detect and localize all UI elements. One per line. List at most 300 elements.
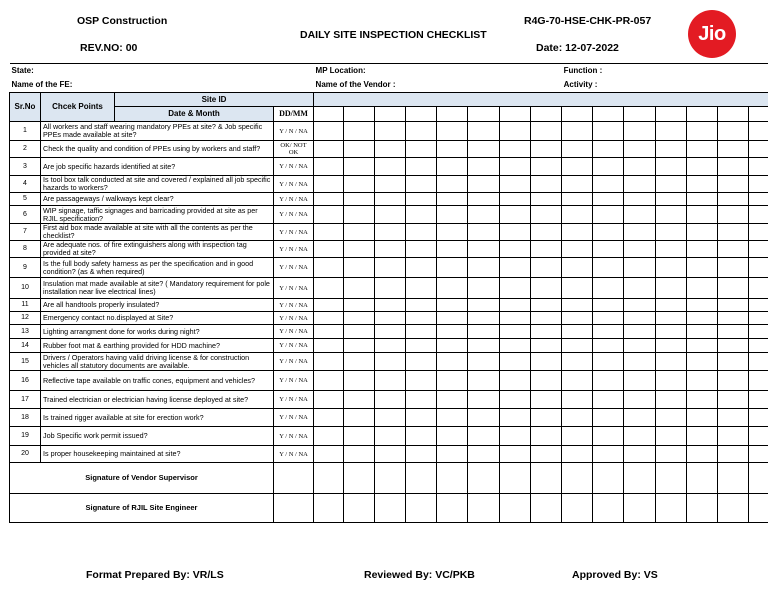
- response-entry-cell[interactable]: [437, 141, 468, 158]
- response-entry-cell[interactable]: [314, 353, 344, 371]
- date-entry-cell[interactable]: [749, 107, 768, 122]
- response-entry-cell[interactable]: [562, 258, 593, 278]
- response-entry-cell[interactable]: [314, 299, 344, 312]
- response-entry-cell[interactable]: [500, 278, 531, 299]
- response-entry-cell[interactable]: [375, 193, 406, 206]
- signature-entry-cell[interactable]: [406, 463, 437, 494]
- response-entry-cell[interactable]: [531, 141, 562, 158]
- response-entry-cell[interactable]: [593, 206, 624, 224]
- response-entry-cell[interactable]: [468, 206, 500, 224]
- response-entry-cell[interactable]: [656, 224, 687, 241]
- response-entry-cell[interactable]: [314, 339, 344, 353]
- response-entry-cell[interactable]: [500, 299, 531, 312]
- response-entry-cell[interactable]: [624, 158, 656, 176]
- response-entry-cell[interactable]: [314, 193, 344, 206]
- response-entry-cell[interactable]: [314, 224, 344, 241]
- response-entry-cell[interactable]: [718, 353, 749, 371]
- response-entry-cell[interactable]: [749, 278, 768, 299]
- response-entry-cell[interactable]: [375, 241, 406, 258]
- response-entry-cell[interactable]: [749, 206, 768, 224]
- response-entry-cell[interactable]: [406, 224, 437, 241]
- date-entry-cell[interactable]: [593, 107, 624, 122]
- response-entry-cell[interactable]: [406, 122, 437, 141]
- response-entry-cell[interactable]: [656, 206, 687, 224]
- response-entry-cell[interactable]: [718, 206, 749, 224]
- response-entry-cell[interactable]: [687, 312, 718, 325]
- signature-entry-cell[interactable]: [437, 494, 468, 523]
- signature-entry-cell[interactable]: [562, 494, 593, 523]
- response-entry-cell[interactable]: [593, 176, 624, 193]
- response-entry-cell[interactable]: [344, 122, 375, 141]
- response-entry-cell[interactable]: [656, 339, 687, 353]
- response-entry-cell[interactable]: [687, 258, 718, 278]
- response-entry-cell[interactable]: [468, 353, 500, 371]
- signature-entry-cell[interactable]: [314, 494, 344, 523]
- response-entry-cell[interactable]: [687, 122, 718, 141]
- response-entry-cell[interactable]: [718, 391, 749, 409]
- response-entry-cell[interactable]: [687, 446, 718, 463]
- response-entry-cell[interactable]: [437, 241, 468, 258]
- response-entry-cell[interactable]: [656, 193, 687, 206]
- response-entry-cell[interactable]: [593, 241, 624, 258]
- response-entry-cell[interactable]: [314, 391, 344, 409]
- response-entry-cell[interactable]: [718, 193, 749, 206]
- response-entry-cell[interactable]: [531, 339, 562, 353]
- response-entry-cell[interactable]: [468, 224, 500, 241]
- response-entry-cell[interactable]: [375, 427, 406, 446]
- response-entry-cell[interactable]: [687, 299, 718, 312]
- signature-entry-cell[interactable]: [593, 463, 624, 494]
- response-entry-cell[interactable]: [314, 176, 344, 193]
- signature-entry-cell[interactable]: [375, 463, 406, 494]
- response-entry-cell[interactable]: [468, 409, 500, 427]
- response-entry-cell[interactable]: [344, 158, 375, 176]
- response-entry-cell[interactable]: [749, 141, 768, 158]
- response-entry-cell[interactable]: [344, 391, 375, 409]
- response-entry-cell[interactable]: [437, 339, 468, 353]
- response-entry-cell[interactable]: [749, 176, 768, 193]
- signature-entry-cell[interactable]: [749, 494, 768, 523]
- response-entry-cell[interactable]: [687, 371, 718, 391]
- response-entry-cell[interactable]: [718, 258, 749, 278]
- response-entry-cell[interactable]: [314, 427, 344, 446]
- response-entry-cell[interactable]: [687, 278, 718, 299]
- response-entry-cell[interactable]: [344, 141, 375, 158]
- response-entry-cell[interactable]: [656, 158, 687, 176]
- response-entry-cell[interactable]: [500, 241, 531, 258]
- response-entry-cell[interactable]: [656, 312, 687, 325]
- response-entry-cell[interactable]: [749, 312, 768, 325]
- response-entry-cell[interactable]: [314, 325, 344, 339]
- response-entry-cell[interactable]: [531, 353, 562, 371]
- response-entry-cell[interactable]: [562, 371, 593, 391]
- response-entry-cell[interactable]: [375, 353, 406, 371]
- response-entry-cell[interactable]: [593, 158, 624, 176]
- response-entry-cell[interactable]: [344, 206, 375, 224]
- response-entry-cell[interactable]: [406, 325, 437, 339]
- response-entry-cell[interactable]: [718, 339, 749, 353]
- response-entry-cell[interactable]: [375, 409, 406, 427]
- response-entry-cell[interactable]: [656, 427, 687, 446]
- signature-entry-cell[interactable]: [624, 494, 656, 523]
- response-entry-cell[interactable]: [531, 312, 562, 325]
- response-entry-cell[interactable]: [375, 339, 406, 353]
- signature-entry-cell[interactable]: [468, 463, 500, 494]
- response-entry-cell[interactable]: [531, 325, 562, 339]
- response-entry-cell[interactable]: [593, 122, 624, 141]
- response-entry-cell[interactable]: [593, 427, 624, 446]
- response-entry-cell[interactable]: [437, 391, 468, 409]
- response-entry-cell[interactable]: [437, 312, 468, 325]
- response-entry-cell[interactable]: [375, 176, 406, 193]
- response-entry-cell[interactable]: [749, 241, 768, 258]
- response-entry-cell[interactable]: [562, 391, 593, 409]
- response-entry-cell[interactable]: [314, 446, 344, 463]
- response-entry-cell[interactable]: [656, 176, 687, 193]
- response-entry-cell[interactable]: [562, 206, 593, 224]
- signature-entry-cell[interactable]: [718, 463, 749, 494]
- response-entry-cell[interactable]: [406, 427, 437, 446]
- response-entry-cell[interactable]: [468, 312, 500, 325]
- response-entry-cell[interactable]: [375, 278, 406, 299]
- response-entry-cell[interactable]: [437, 224, 468, 241]
- response-entry-cell[interactable]: [718, 299, 749, 312]
- response-entry-cell[interactable]: [593, 353, 624, 371]
- signature-entry-cell[interactable]: [718, 494, 749, 523]
- response-entry-cell[interactable]: [531, 158, 562, 176]
- response-entry-cell[interactable]: [749, 258, 768, 278]
- response-entry-cell[interactable]: [406, 141, 437, 158]
- response-entry-cell[interactable]: [749, 427, 768, 446]
- date-entry-cell[interactable]: [468, 107, 500, 122]
- response-entry-cell[interactable]: [593, 278, 624, 299]
- response-entry-cell[interactable]: [687, 176, 718, 193]
- response-entry-cell[interactable]: [500, 325, 531, 339]
- response-entry-cell[interactable]: [656, 325, 687, 339]
- response-entry-cell[interactable]: [656, 371, 687, 391]
- response-entry-cell[interactable]: [562, 176, 593, 193]
- response-entry-cell[interactable]: [562, 339, 593, 353]
- response-entry-cell[interactable]: [687, 427, 718, 446]
- response-entry-cell[interactable]: [656, 278, 687, 299]
- response-entry-cell[interactable]: [593, 258, 624, 278]
- response-entry-cell[interactable]: [531, 446, 562, 463]
- response-entry-cell[interactable]: [718, 141, 749, 158]
- response-entry-cell[interactable]: [718, 176, 749, 193]
- response-entry-cell[interactable]: [375, 325, 406, 339]
- response-entry-cell[interactable]: [375, 446, 406, 463]
- response-entry-cell[interactable]: [749, 371, 768, 391]
- response-entry-cell[interactable]: [314, 312, 344, 325]
- response-entry-cell[interactable]: [624, 241, 656, 258]
- response-entry-cell[interactable]: [562, 224, 593, 241]
- response-entry-cell[interactable]: [718, 427, 749, 446]
- response-entry-cell[interactable]: [718, 371, 749, 391]
- date-entry-cell[interactable]: [562, 107, 593, 122]
- response-entry-cell[interactable]: [562, 141, 593, 158]
- response-entry-cell[interactable]: [406, 193, 437, 206]
- response-entry-cell[interactable]: [314, 258, 344, 278]
- response-entry-cell[interactable]: [406, 278, 437, 299]
- response-entry-cell[interactable]: [437, 427, 468, 446]
- response-entry-cell[interactable]: [468, 122, 500, 141]
- response-entry-cell[interactable]: [406, 391, 437, 409]
- response-entry-cell[interactable]: [656, 409, 687, 427]
- response-entry-cell[interactable]: [437, 206, 468, 224]
- response-entry-cell[interactable]: [718, 158, 749, 176]
- response-entry-cell[interactable]: [468, 446, 500, 463]
- response-entry-cell[interactable]: [531, 427, 562, 446]
- response-entry-cell[interactable]: [500, 193, 531, 206]
- response-entry-cell[interactable]: [344, 371, 375, 391]
- response-entry-cell[interactable]: [562, 409, 593, 427]
- response-entry-cell[interactable]: [593, 446, 624, 463]
- response-entry-cell[interactable]: [437, 409, 468, 427]
- response-entry-cell[interactable]: [749, 158, 768, 176]
- response-entry-cell[interactable]: [344, 339, 375, 353]
- response-entry-cell[interactable]: [749, 299, 768, 312]
- response-entry-cell[interactable]: [562, 427, 593, 446]
- response-entry-cell[interactable]: [749, 224, 768, 241]
- response-entry-cell[interactable]: [562, 158, 593, 176]
- response-entry-cell[interactable]: [624, 409, 656, 427]
- response-entry-cell[interactable]: [531, 122, 562, 141]
- signature-entry-cell[interactable]: [344, 463, 375, 494]
- response-entry-cell[interactable]: [656, 122, 687, 141]
- response-entry-cell[interactable]: [656, 299, 687, 312]
- response-entry-cell[interactable]: [531, 299, 562, 312]
- response-entry-cell[interactable]: [437, 158, 468, 176]
- response-entry-cell[interactable]: [314, 122, 344, 141]
- response-entry-cell[interactable]: [500, 391, 531, 409]
- signature-entry-cell[interactable]: [437, 463, 468, 494]
- response-entry-cell[interactable]: [687, 325, 718, 339]
- response-entry-cell[interactable]: [531, 278, 562, 299]
- response-entry-cell[interactable]: [500, 176, 531, 193]
- date-entry-cell[interactable]: [406, 107, 437, 122]
- response-entry-cell[interactable]: [468, 278, 500, 299]
- response-entry-cell[interactable]: [593, 141, 624, 158]
- response-entry-cell[interactable]: [406, 258, 437, 278]
- response-entry-cell[interactable]: [531, 193, 562, 206]
- response-entry-cell[interactable]: [562, 325, 593, 339]
- response-entry-cell[interactable]: [624, 427, 656, 446]
- response-entry-cell[interactable]: [687, 193, 718, 206]
- response-entry-cell[interactable]: [624, 339, 656, 353]
- response-entry-cell[interactable]: [500, 409, 531, 427]
- response-entry-cell[interactable]: [344, 241, 375, 258]
- response-entry-cell[interactable]: [406, 446, 437, 463]
- response-entry-cell[interactable]: [562, 193, 593, 206]
- signature-entry-cell[interactable]: [624, 463, 656, 494]
- response-entry-cell[interactable]: [749, 409, 768, 427]
- response-entry-cell[interactable]: [468, 427, 500, 446]
- response-entry-cell[interactable]: [656, 258, 687, 278]
- response-entry-cell[interactable]: [531, 241, 562, 258]
- response-entry-cell[interactable]: [314, 241, 344, 258]
- response-entry-cell[interactable]: [500, 141, 531, 158]
- response-entry-cell[interactable]: [500, 258, 531, 278]
- response-entry-cell[interactable]: [718, 278, 749, 299]
- response-entry-cell[interactable]: [314, 158, 344, 176]
- response-entry-cell[interactable]: [500, 206, 531, 224]
- response-entry-cell[interactable]: [500, 339, 531, 353]
- response-entry-cell[interactable]: [562, 122, 593, 141]
- response-entry-cell[interactable]: [437, 258, 468, 278]
- response-entry-cell[interactable]: [593, 371, 624, 391]
- response-entry-cell[interactable]: [624, 258, 656, 278]
- response-entry-cell[interactable]: [624, 371, 656, 391]
- response-entry-cell[interactable]: [562, 299, 593, 312]
- response-entry-cell[interactable]: [375, 224, 406, 241]
- response-entry-cell[interactable]: [687, 141, 718, 158]
- response-entry-cell[interactable]: [406, 353, 437, 371]
- response-entry-cell[interactable]: [593, 325, 624, 339]
- date-entry-cell[interactable]: [718, 107, 749, 122]
- response-entry-cell[interactable]: [749, 193, 768, 206]
- response-entry-cell[interactable]: [687, 409, 718, 427]
- response-entry-cell[interactable]: [624, 224, 656, 241]
- response-entry-cell[interactable]: [406, 299, 437, 312]
- response-entry-cell[interactable]: [468, 241, 500, 258]
- response-entry-cell[interactable]: [593, 312, 624, 325]
- signature-entry-cell[interactable]: [687, 463, 718, 494]
- response-entry-cell[interactable]: [468, 258, 500, 278]
- response-entry-cell[interactable]: [749, 325, 768, 339]
- response-entry-cell[interactable]: [406, 409, 437, 427]
- response-entry-cell[interactable]: [624, 446, 656, 463]
- response-entry-cell[interactable]: [687, 353, 718, 371]
- response-entry-cell[interactable]: [749, 339, 768, 353]
- response-entry-cell[interactable]: [656, 353, 687, 371]
- response-entry-cell[interactable]: [624, 193, 656, 206]
- signature-entry-cell[interactable]: [531, 463, 562, 494]
- response-entry-cell[interactable]: [593, 391, 624, 409]
- response-entry-cell[interactable]: [500, 224, 531, 241]
- response-entry-cell[interactable]: [718, 325, 749, 339]
- response-entry-cell[interactable]: [406, 371, 437, 391]
- response-entry-cell[interactable]: [687, 339, 718, 353]
- response-entry-cell[interactable]: [406, 158, 437, 176]
- signature-entry-cell[interactable]: [656, 494, 687, 523]
- signature-entry-cell[interactable]: [274, 463, 314, 494]
- response-entry-cell[interactable]: [593, 299, 624, 312]
- response-entry-cell[interactable]: [687, 391, 718, 409]
- response-entry-cell[interactable]: [500, 122, 531, 141]
- response-entry-cell[interactable]: [749, 122, 768, 141]
- response-entry-cell[interactable]: [375, 312, 406, 325]
- response-entry-cell[interactable]: [531, 371, 562, 391]
- signature-entry-cell[interactable]: [274, 494, 314, 523]
- response-entry-cell[interactable]: [437, 122, 468, 141]
- response-entry-cell[interactable]: [624, 299, 656, 312]
- response-entry-cell[interactable]: [500, 353, 531, 371]
- response-entry-cell[interactable]: [437, 299, 468, 312]
- response-entry-cell[interactable]: [314, 278, 344, 299]
- response-entry-cell[interactable]: [593, 339, 624, 353]
- response-entry-cell[interactable]: [718, 312, 749, 325]
- response-entry-cell[interactable]: [344, 325, 375, 339]
- response-entry-cell[interactable]: [624, 176, 656, 193]
- response-entry-cell[interactable]: [437, 325, 468, 339]
- response-entry-cell[interactable]: [593, 409, 624, 427]
- date-entry-cell[interactable]: [656, 107, 687, 122]
- response-entry-cell[interactable]: [687, 241, 718, 258]
- response-entry-cell[interactable]: [656, 391, 687, 409]
- response-entry-cell[interactable]: [437, 371, 468, 391]
- response-entry-cell[interactable]: [749, 391, 768, 409]
- response-entry-cell[interactable]: [375, 122, 406, 141]
- response-entry-cell[interactable]: [344, 258, 375, 278]
- response-entry-cell[interactable]: [531, 409, 562, 427]
- date-entry-cell[interactable]: [314, 107, 344, 122]
- signature-entry-cell[interactable]: [500, 463, 531, 494]
- signature-entry-cell[interactable]: [656, 463, 687, 494]
- response-entry-cell[interactable]: [314, 206, 344, 224]
- response-entry-cell[interactable]: [500, 312, 531, 325]
- signature-entry-cell[interactable]: [687, 494, 718, 523]
- response-entry-cell[interactable]: [687, 158, 718, 176]
- response-entry-cell[interactable]: [500, 427, 531, 446]
- response-entry-cell[interactable]: [344, 409, 375, 427]
- response-entry-cell[interactable]: [656, 141, 687, 158]
- signature-entry-cell[interactable]: [344, 494, 375, 523]
- signature-entry-cell[interactable]: [500, 494, 531, 523]
- response-entry-cell[interactable]: [531, 206, 562, 224]
- response-entry-cell[interactable]: [718, 409, 749, 427]
- response-entry-cell[interactable]: [562, 446, 593, 463]
- response-entry-cell[interactable]: [468, 299, 500, 312]
- signature-entry-cell[interactable]: [531, 494, 562, 523]
- response-entry-cell[interactable]: [656, 241, 687, 258]
- response-entry-cell[interactable]: [344, 224, 375, 241]
- response-entry-cell[interactable]: [656, 446, 687, 463]
- response-entry-cell[interactable]: [406, 176, 437, 193]
- response-entry-cell[interactable]: [562, 312, 593, 325]
- response-entry-cell[interactable]: [624, 141, 656, 158]
- date-entry-cell[interactable]: [624, 107, 656, 122]
- signature-entry-cell[interactable]: [562, 463, 593, 494]
- response-entry-cell[interactable]: [624, 278, 656, 299]
- response-entry-cell[interactable]: [375, 206, 406, 224]
- response-entry-cell[interactable]: [437, 353, 468, 371]
- response-entry-cell[interactable]: [531, 258, 562, 278]
- response-entry-cell[interactable]: [344, 353, 375, 371]
- response-entry-cell[interactable]: [406, 339, 437, 353]
- response-entry-cell[interactable]: [344, 312, 375, 325]
- response-entry-cell[interactable]: [437, 446, 468, 463]
- response-entry-cell[interactable]: [375, 371, 406, 391]
- date-entry-cell[interactable]: [687, 107, 718, 122]
- response-entry-cell[interactable]: [344, 299, 375, 312]
- response-entry-cell[interactable]: [314, 409, 344, 427]
- signature-entry-cell[interactable]: [406, 494, 437, 523]
- response-entry-cell[interactable]: [375, 158, 406, 176]
- date-entry-cell[interactable]: [500, 107, 531, 122]
- date-entry-cell[interactable]: [375, 107, 406, 122]
- response-entry-cell[interactable]: [406, 206, 437, 224]
- response-entry-cell[interactable]: [468, 193, 500, 206]
- response-entry-cell[interactable]: [437, 278, 468, 299]
- response-entry-cell[interactable]: [468, 158, 500, 176]
- response-entry-cell[interactable]: [314, 141, 344, 158]
- response-entry-cell[interactable]: [468, 371, 500, 391]
- response-entry-cell[interactable]: [344, 176, 375, 193]
- response-entry-cell[interactable]: [406, 241, 437, 258]
- response-entry-cell[interactable]: [624, 206, 656, 224]
- response-entry-cell[interactable]: [749, 353, 768, 371]
- response-entry-cell[interactable]: [344, 193, 375, 206]
